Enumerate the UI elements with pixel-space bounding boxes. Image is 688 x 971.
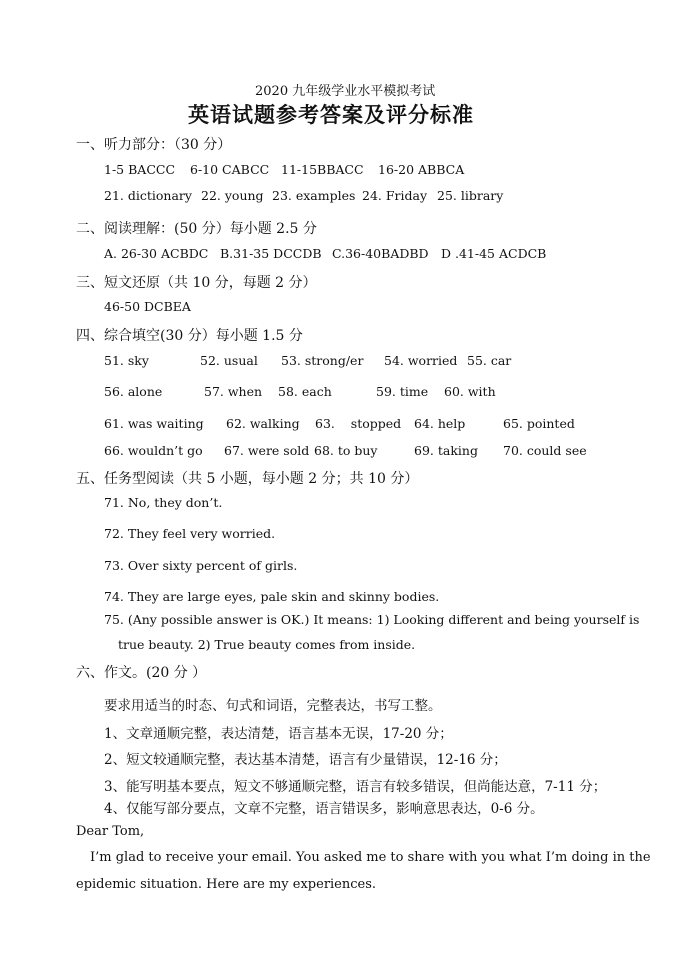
section-passage-heading: 三、短文还原（共 10 分，每题 2 分） xyxy=(76,275,317,291)
answer-line: true beauty. 2) True beauty comes from inside. xyxy=(118,637,416,652)
answer-item: 55. car xyxy=(467,353,512,368)
answer-item: 54. worried xyxy=(384,353,458,368)
answer-item: 60. with xyxy=(444,384,496,399)
letter-greeting: Dear Tom, xyxy=(76,824,145,839)
section-listening-heading: 一、听力部分：（30 分） xyxy=(76,137,232,153)
answer-item: 67. were sold xyxy=(224,443,310,458)
answer-item: 11-15BBACC xyxy=(281,162,364,177)
section-task-reading-heading: 五、任务型阅读（共 5 小题，每小题 2 分；共 10 分） xyxy=(76,471,419,487)
answer-item: 63. stopped xyxy=(315,416,402,431)
answer-line: 71. No, they don’t. xyxy=(104,495,223,510)
answer-item: A. 26-30 ACBDC xyxy=(104,246,209,261)
answer-item: 25. library xyxy=(437,188,504,203)
writing-criterion: 2、短文较通顺完整，表达基本清楚，语言有少量错误，12-16 分； xyxy=(104,752,507,768)
page-title: 英语试题参考答案及评分标准 xyxy=(188,102,474,127)
section-cloze-heading: 四、综合填空(30 分）每小题 1.5 分 xyxy=(76,328,303,344)
letter-line: epidemic situation. Here are my experiences. xyxy=(76,877,377,892)
answer-item: 69. taking xyxy=(414,443,478,458)
writing-criterion: 3、能写明基本要点，短文不够通顺完整，语言有较多错误，但尚能达意，7-11 分； xyxy=(104,779,607,795)
answer-item: 64. help xyxy=(414,416,466,431)
writing-criterion: 1、文章通顺完整，表达清楚，语言基本无误，17-20 分； xyxy=(104,726,453,742)
answer-item: 66. wouldn’t go xyxy=(104,443,203,458)
exam-subtitle: 2020 九年级学业水平模拟考试 xyxy=(255,84,436,99)
answer-item: 52. usual xyxy=(200,353,258,368)
answer-item: D .41-45 ACDCB xyxy=(441,246,547,261)
answer-item: 58. each xyxy=(278,384,332,399)
answer-item: 70. could see xyxy=(503,443,587,458)
answer-item: 1-5 BACCC xyxy=(104,162,176,177)
answer-line: 74. They are large eyes, pale skin and skinny bodies. xyxy=(104,589,440,604)
section-reading-heading: 二、阅读理解：(50 分）每小题 2.5 分 xyxy=(76,221,317,237)
answer-line: 75. (Any possible answer is OK.) It means: 1) Looking different and being yourself is xyxy=(104,612,640,627)
answer-item: 62. walking xyxy=(226,416,300,431)
answer-item: 21. dictionary xyxy=(104,188,192,203)
writing-requirement: 要求用适当的时态、句式和词语，完整表达，书写工整。 xyxy=(104,698,442,714)
answer-item: 56. alone xyxy=(104,384,163,399)
answer-item: 53. strong/er xyxy=(281,353,364,368)
answer-item: 23. examples xyxy=(272,188,356,203)
section-writing-heading: 六、作文。(20 分 ） xyxy=(76,665,207,681)
answer-item: 6-10 CABCC xyxy=(190,162,270,177)
answer-item: 22. young xyxy=(201,188,264,203)
answer-item: C.36-40BADBD xyxy=(332,246,429,261)
answer-item: 24. Friday xyxy=(362,188,428,203)
answer-item: 61. was waiting xyxy=(104,416,204,431)
writing-criterion: 4、仅能写部分要点，文章不完整，语言错误多，影响意思表达，0-6 分。 xyxy=(104,801,544,817)
answer-item: 65. pointed xyxy=(503,416,575,431)
answer-item: B.31-35 DCCDB xyxy=(220,246,322,261)
answer-item: 57. when xyxy=(204,384,263,399)
answer-item: 46-50 DCBEA xyxy=(104,299,191,314)
answer-item: 68. to buy xyxy=(314,443,378,458)
answer-line: 73. Over sixty percent of girls. xyxy=(104,558,298,573)
answer-line: 72. They feel very worried. xyxy=(104,526,276,541)
answer-item: 16-20 ABBCA xyxy=(378,162,465,177)
answer-item: 59. time xyxy=(376,384,429,399)
letter-line: I’m glad to receive your email. You asked me to share with you what I’m doing in the xyxy=(90,850,651,865)
answer-item: 51. sky xyxy=(104,353,149,368)
